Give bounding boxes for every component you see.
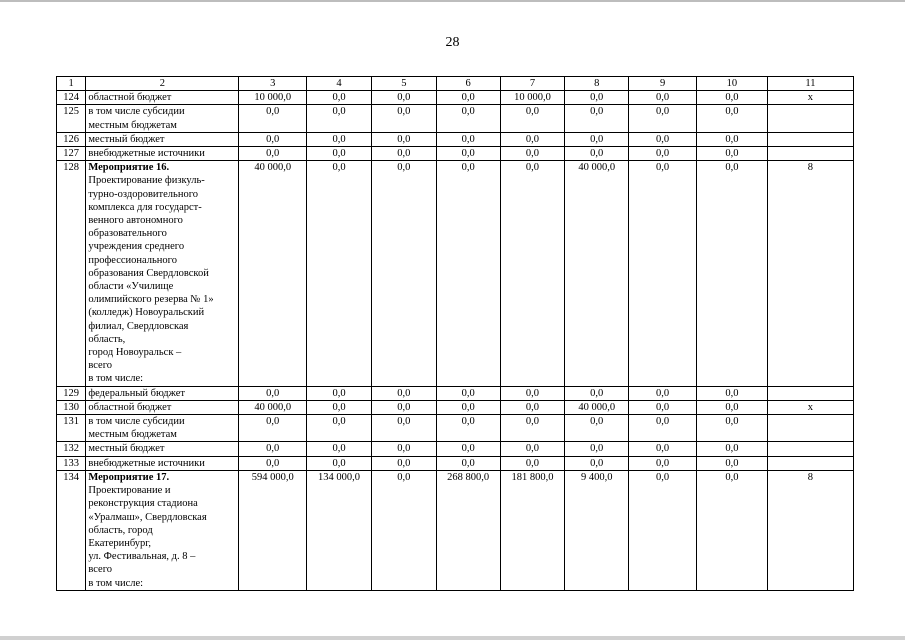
row-number: 128 xyxy=(57,161,86,386)
value-cell: 181 800,0 xyxy=(500,470,565,590)
value-cell: 0,0 xyxy=(696,400,767,414)
row-description xyxy=(86,470,239,590)
description-line: области «Училище xyxy=(88,281,174,293)
value-cell: 0,0 xyxy=(239,132,307,146)
target-indicator xyxy=(767,386,853,400)
value-cell: 0,0 xyxy=(500,105,565,132)
description-line: в том числе субсидии xyxy=(88,106,185,118)
header-row xyxy=(57,77,854,91)
value-cell: 0,0 xyxy=(696,105,767,132)
table-row xyxy=(57,91,854,105)
value-cell: 0,0 xyxy=(696,415,767,442)
value-cell: 0,0 xyxy=(565,386,629,400)
value-cell: 40 000,0 xyxy=(565,400,629,414)
column-header: 5 xyxy=(371,77,436,91)
activity-title: Мероприятие 17. xyxy=(88,471,170,483)
value-cell: 0,0 xyxy=(307,456,372,470)
value-cell: 0,0 xyxy=(696,456,767,470)
value-cell: 0,0 xyxy=(500,442,565,456)
description-line: внебюджетные источники xyxy=(88,457,205,469)
value-cell: 0,0 xyxy=(307,132,372,146)
description-line: в том числе: xyxy=(88,577,144,589)
value-cell: 0,0 xyxy=(696,147,767,161)
target-indicator xyxy=(767,456,853,470)
row-number: 131 xyxy=(57,415,86,442)
value-cell: 0,0 xyxy=(565,147,629,161)
description-line: областной бюджет xyxy=(88,92,172,104)
description-line: филиал, Свердловская xyxy=(88,320,189,332)
value-cell: 0,0 xyxy=(239,415,307,442)
description-line: реконструкция стадиона xyxy=(88,498,198,510)
value-cell: 0,0 xyxy=(307,386,372,400)
description-line: местным бюджетам xyxy=(88,119,177,131)
description-line: ул. Фестивальная, д. 8 – xyxy=(88,551,196,563)
row-number: 134 xyxy=(57,470,86,590)
table-row xyxy=(57,415,854,442)
value-cell: 0,0 xyxy=(371,470,436,590)
value-cell: 0,0 xyxy=(307,147,372,161)
description-line: комплекса для государст- xyxy=(88,201,202,213)
column-header: 6 xyxy=(436,77,500,91)
value-cell: 0,0 xyxy=(436,415,500,442)
description-line: венного автономного xyxy=(88,215,183,227)
value-cell: 0,0 xyxy=(565,105,629,132)
value-cell: 0,0 xyxy=(629,132,697,146)
column-header: 9 xyxy=(629,77,697,91)
column-header: 1 xyxy=(57,77,86,91)
description-line: турно-оздоровительного xyxy=(88,188,198,200)
description-line: внебюджетные источники xyxy=(88,148,205,160)
row-number: 132 xyxy=(57,442,86,456)
column-header: 8 xyxy=(565,77,629,91)
row-description xyxy=(86,386,239,400)
column-header: 11 xyxy=(767,77,853,91)
table-row xyxy=(57,105,854,132)
column-header: 2 xyxy=(86,77,239,91)
value-cell: 0,0 xyxy=(436,132,500,146)
value-cell: 0,0 xyxy=(629,442,697,456)
value-cell: 0,0 xyxy=(371,91,436,105)
value-cell: 0,0 xyxy=(436,161,500,386)
target-indicator xyxy=(767,415,853,442)
description-line: город Новоуральск – xyxy=(88,347,182,359)
row-number: 127 xyxy=(57,147,86,161)
table-row xyxy=(57,470,854,590)
value-cell: 0,0 xyxy=(371,415,436,442)
row-description xyxy=(86,415,239,442)
row-number: 130 xyxy=(57,400,86,414)
column-header: 7 xyxy=(500,77,565,91)
description-line: местным бюджетам xyxy=(88,429,177,441)
row-description xyxy=(86,147,239,161)
value-cell: 0,0 xyxy=(371,400,436,414)
value-cell: 0,0 xyxy=(565,442,629,456)
value-cell: 0,0 xyxy=(629,161,697,386)
target-indicator xyxy=(767,442,853,456)
value-cell: 0,0 xyxy=(696,161,767,386)
row-description xyxy=(86,91,239,105)
activity-title: Мероприятие 16. xyxy=(88,162,170,174)
row-description xyxy=(86,161,239,386)
description-line: область, xyxy=(88,333,126,345)
description-line: всего xyxy=(88,564,112,576)
description-line: учреждения среднего xyxy=(88,241,185,253)
value-cell: 9 400,0 xyxy=(565,470,629,590)
row-description xyxy=(86,456,239,470)
value-cell: 0,0 xyxy=(629,386,697,400)
row-number: 129 xyxy=(57,386,86,400)
value-cell: 0,0 xyxy=(629,400,697,414)
value-cell: 0,0 xyxy=(239,105,307,132)
target-indicator: 8 xyxy=(767,470,853,590)
page-number: 28 xyxy=(445,35,460,50)
row-description xyxy=(86,400,239,414)
description-line: в том числе: xyxy=(88,373,144,385)
value-cell: 40 000,0 xyxy=(565,161,629,386)
target-indicator: 8 xyxy=(767,161,853,386)
description-line: в том числе субсидии xyxy=(88,416,185,428)
description-line: область, город xyxy=(88,524,153,536)
column-header: 3 xyxy=(239,77,307,91)
row-description xyxy=(86,442,239,456)
description-line: Проектирование и xyxy=(88,485,171,497)
value-cell: 0,0 xyxy=(629,147,697,161)
value-cell: 0,0 xyxy=(307,400,372,414)
value-cell: 0,0 xyxy=(565,456,629,470)
value-cell: 0,0 xyxy=(696,386,767,400)
value-cell: 0,0 xyxy=(565,415,629,442)
value-cell: 0,0 xyxy=(696,132,767,146)
value-cell: 40 000,0 xyxy=(239,400,307,414)
row-number: 133 xyxy=(57,456,86,470)
value-cell: 268 800,0 xyxy=(436,470,500,590)
description-line: Екатеринбург, xyxy=(88,537,152,549)
column-header: 10 xyxy=(696,77,767,91)
value-cell: 0,0 xyxy=(307,161,372,386)
value-cell: 0,0 xyxy=(436,147,500,161)
value-cell: 0,0 xyxy=(500,400,565,414)
table-row xyxy=(57,400,854,414)
column-header: 4 xyxy=(307,77,372,91)
value-cell: 0,0 xyxy=(565,132,629,146)
description-line: профессионального xyxy=(88,254,177,266)
value-cell: 0,0 xyxy=(371,386,436,400)
value-cell: 0,0 xyxy=(436,386,500,400)
value-cell: 0,0 xyxy=(436,105,500,132)
budget-table xyxy=(56,76,854,591)
table-row xyxy=(57,442,854,456)
value-cell: 0,0 xyxy=(629,456,697,470)
row-description xyxy=(86,105,239,132)
value-cell: 0,0 xyxy=(371,132,436,146)
scan-edge-top xyxy=(0,0,905,2)
value-cell: 0,0 xyxy=(239,456,307,470)
description-line: всего xyxy=(88,360,112,372)
table-row xyxy=(57,132,854,146)
description-line: «Уралмаш», Свердловская xyxy=(88,511,207,523)
value-cell: 0,0 xyxy=(696,442,767,456)
row-number: 124 xyxy=(57,91,86,105)
description-line: областной бюджет xyxy=(88,401,172,413)
description-line: образования Свердловской xyxy=(88,267,209,279)
value-cell: 0,0 xyxy=(629,91,697,105)
value-cell: 134 000,0 xyxy=(307,470,372,590)
value-cell: 0,0 xyxy=(629,415,697,442)
description-line: местный бюджет xyxy=(88,443,165,455)
description-line: Проектирование физкуль- xyxy=(88,175,205,187)
value-cell: 0,0 xyxy=(629,470,697,590)
value-cell: 0,0 xyxy=(565,91,629,105)
value-cell: 0,0 xyxy=(436,456,500,470)
table-row xyxy=(57,147,854,161)
value-cell: 0,0 xyxy=(629,105,697,132)
value-cell: 0,0 xyxy=(436,442,500,456)
value-cell: 0,0 xyxy=(436,400,500,414)
value-cell: 0,0 xyxy=(307,91,372,105)
value-cell: 0,0 xyxy=(371,147,436,161)
description-line: олимпийского резерва № 1» xyxy=(88,294,214,306)
row-description xyxy=(86,132,239,146)
value-cell: 0,0 xyxy=(696,91,767,105)
description-line: образовательного xyxy=(88,228,167,240)
target-indicator xyxy=(767,105,853,132)
value-cell: 0,0 xyxy=(371,442,436,456)
value-cell: 10 000,0 xyxy=(500,91,565,105)
value-cell: 0,0 xyxy=(307,415,372,442)
value-cell: 0,0 xyxy=(436,91,500,105)
value-cell: 10 000,0 xyxy=(239,91,307,105)
value-cell: 0,0 xyxy=(239,442,307,456)
value-cell: 0,0 xyxy=(239,386,307,400)
description-line: (колледж) Новоуральский xyxy=(88,307,205,319)
scan-edge-bottom xyxy=(0,636,905,640)
value-cell: 0,0 xyxy=(500,147,565,161)
target-indicator xyxy=(767,132,853,146)
description-line: федеральный бюджет xyxy=(88,387,185,399)
value-cell: 0,0 xyxy=(307,105,372,132)
table-row xyxy=(57,456,854,470)
value-cell: 0,0 xyxy=(696,470,767,590)
value-cell: 0,0 xyxy=(371,161,436,386)
value-cell: 0,0 xyxy=(500,161,565,386)
value-cell: 594 000,0 xyxy=(239,470,307,590)
target-indicator xyxy=(767,147,853,161)
target-indicator: х xyxy=(767,91,853,105)
table-row xyxy=(57,161,854,386)
target-indicator: х xyxy=(767,400,853,414)
value-cell: 40 000,0 xyxy=(239,161,307,386)
value-cell: 0,0 xyxy=(371,456,436,470)
value-cell: 0,0 xyxy=(307,442,372,456)
table-row xyxy=(57,386,854,400)
value-cell: 0,0 xyxy=(500,132,565,146)
value-cell: 0,0 xyxy=(500,386,565,400)
value-cell: 0,0 xyxy=(500,415,565,442)
value-cell: 0,0 xyxy=(500,456,565,470)
row-number: 126 xyxy=(57,132,86,146)
row-number: 125 xyxy=(57,105,86,132)
value-cell: 0,0 xyxy=(239,147,307,161)
value-cell: 0,0 xyxy=(371,105,436,132)
description-line: местный бюджет xyxy=(88,133,165,145)
